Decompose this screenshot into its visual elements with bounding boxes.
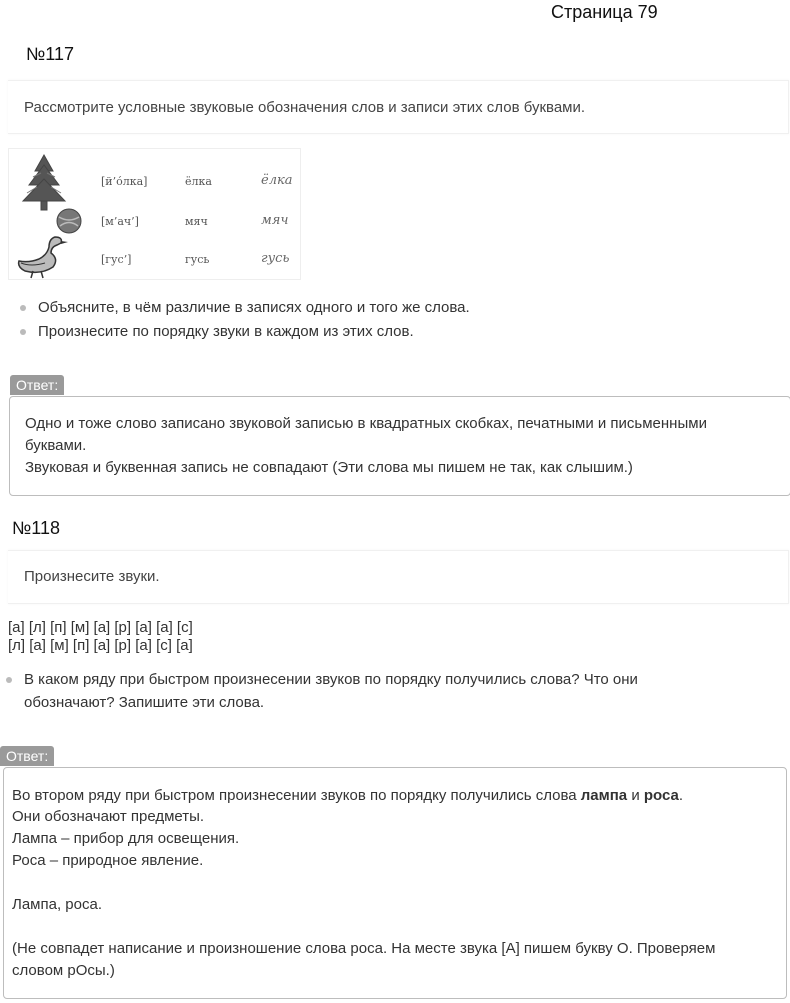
cursive-word-3: гусь [261,251,290,266]
answer-line: Звуковая и буквенная запись не совпадают (Эти слова мы пишем не так, как слышим.) [25,459,633,476]
answer-text: Во втором ряду при быстром произнесении звуков по порядку получились слова [12,787,581,804]
question-item: Объясните, в чём различие в записях одного и того же слова. [38,299,470,316]
question-line: В каком ряду при быстром произнесении звуков по порядку получились слова? Что они [24,671,638,688]
goose-icon [11,233,69,279]
answer-line-7: словом рОсы.) [12,962,115,979]
transcription-3: [гус’] [101,253,132,266]
sound-row-1: [а] [л] [п] [м] [а] [р] [а] [а] [с] [8,619,193,636]
answer-line-2: Они обозначают предметы. [12,808,205,825]
answer-word-rosa: роса [643,787,679,804]
textbook-figure [8,148,301,280]
task-117-prompt: Рассмотрите условные звуковые обозначения слов и записи этих слов буквами. [24,99,586,116]
answer-line-1 [12,785,683,807]
answer-text: и [627,787,644,804]
answer-line: буквами. [25,437,87,454]
cursive-word-1: ёлка [261,173,293,188]
task-118-prompt: Произнесите звуки. [24,568,160,585]
page-number: Страница 79 [551,2,658,22]
task-number-118: №118 [12,518,61,538]
printed-word-1: ёлка [185,175,212,188]
answer-word-lampa: лампа [580,787,628,804]
answer-line-6: (Не совпадет написание и произношение слова роса. На месте звука [А] пишем букву О. Проверяем [12,940,716,957]
cursive-word-2: мяч [261,213,289,228]
bullet-dot [20,305,26,311]
transcription-2: [м’ач’] [101,215,139,228]
printed-word-2: мяч [185,215,208,228]
task-number-117: №117 [26,44,75,64]
answer-line-4: Роса – природное явление. [12,852,204,869]
answer-text: . [678,787,684,804]
bullet-dot [20,329,26,335]
transcription-1: [й’о́лка] [101,175,148,188]
sound-row-2: [л] [а] [м] [п] [а] [р] [а] [с] [а] [8,637,193,654]
ball-icon [55,207,83,235]
answer-line: Одно и тоже слово записано звуковой записью в квадратных скобках, печатными и письменными [25,415,707,432]
printed-word-3: гусь [185,253,210,266]
question-line: обозначают? Запишите эти слова. [24,694,265,711]
task-118-prompt-box [8,550,789,604]
bullet-dot [6,677,12,683]
answer-box-117 [9,396,790,496]
task-117-prompt-box [8,80,789,134]
fir-tree-icon [15,153,73,215]
answer-label-117: Ответ: [10,375,64,395]
answer-label-118: Ответ: [0,746,54,766]
question-item: Произнесите по порядку звуки в каждом из этих слов. [38,323,414,340]
sound-rows [8,619,193,655]
answer-line-5: Лампа, роса. [12,896,102,913]
answer-box-118 [3,767,787,999]
answer-line-3: Лампа – прибор для освещения. [12,830,240,847]
